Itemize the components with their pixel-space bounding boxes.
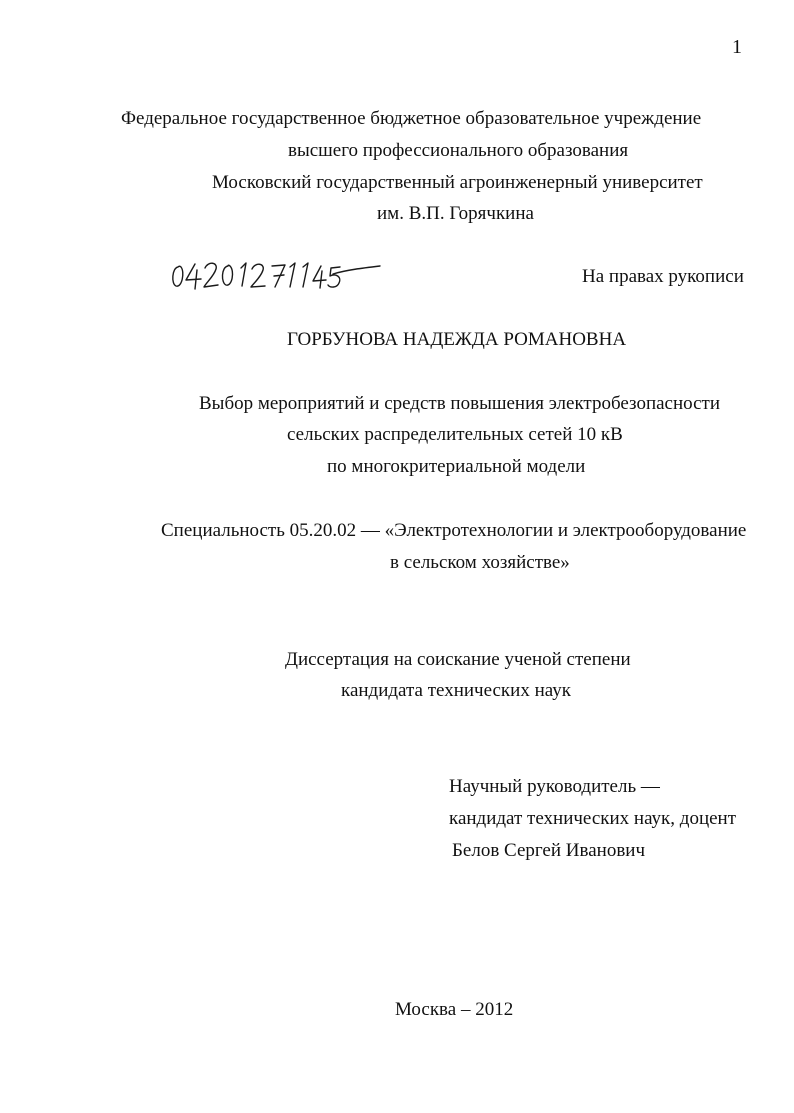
degree-line-1: Диссертация на соискание ученой степени [285, 649, 631, 670]
specialty-line-1: Специальность 05.20.02 — «Электротехнологии и электрооборудование [161, 520, 747, 541]
supervisor-line-3: Белов Сергей Иванович [452, 840, 646, 861]
supervisor-line-2: кандидат технических наук, доцент [449, 808, 737, 829]
dissertation-title-line-2: сельских распределительных сетей 10 кВ [287, 424, 623, 445]
handwritten-registration-number [168, 254, 393, 296]
city-year: Москва – 2012 [395, 999, 514, 1020]
degree-line-2: кандидата технических наук [341, 680, 571, 701]
supervisor-line-1: Научный руководитель — [449, 776, 660, 797]
page-number: 1 [732, 36, 742, 58]
institution-line-4: им. В.П. Горячкина [377, 203, 534, 224]
dissertation-title-line-3: по многокритериальной модели [327, 456, 586, 477]
author-name: ГОРБУНОВА НАДЕЖДА РОМАНОВНА [287, 329, 627, 350]
institution-line-2: высшего профессионального образования [288, 140, 629, 161]
manuscript-note: На правах рукописи [582, 266, 744, 287]
institution-line-3: Московский государственный агроинженерный университет [212, 172, 703, 193]
specialty-line-2: в сельском хозяйстве» [390, 552, 570, 573]
institution-line-1: Федеральное государственное бюджетное образовательное учреждение [121, 108, 702, 129]
dissertation-title-line-1: Выбор мероприятий и средств повышения электробезопасности [199, 393, 721, 414]
